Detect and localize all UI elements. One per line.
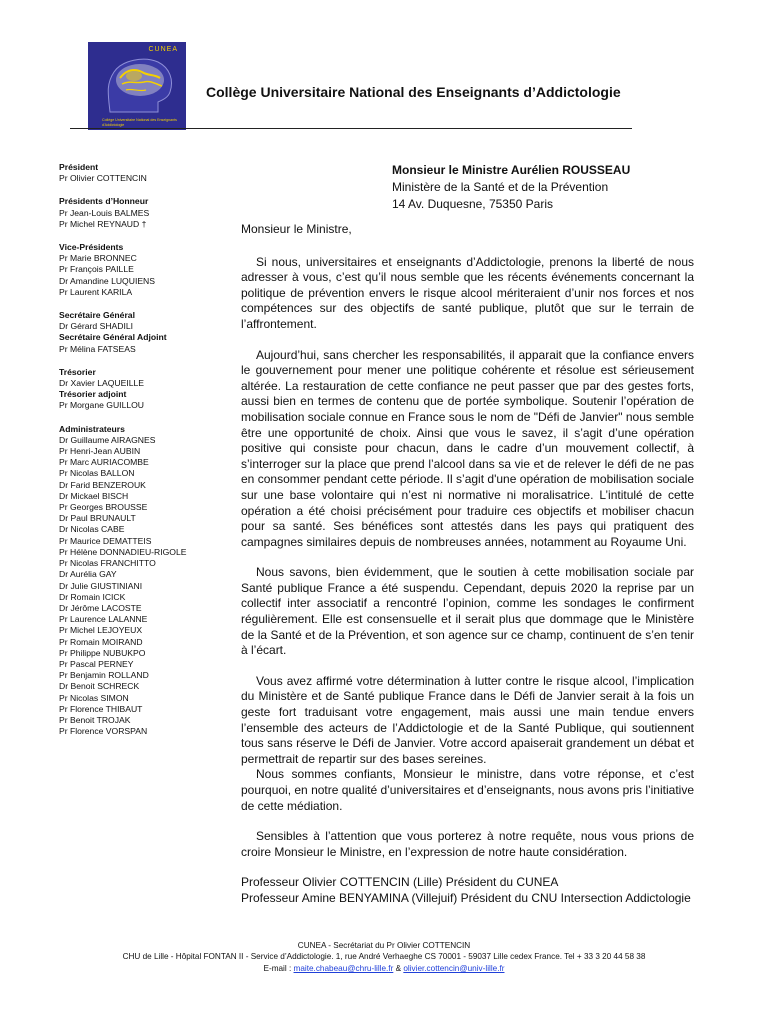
role-title: Président	[59, 162, 99, 172]
footer-secretariat: CUNEA - Secrétariat du Pr Olivier COTTENCIN	[297, 941, 471, 950]
role-title: Secrétaire Général	[59, 310, 135, 321]
recipient-block	[392, 162, 630, 213]
signature-line: Professeur Olivier COTTENCIN (Lille) Président du CUNEA	[241, 875, 559, 890]
footer-emails	[0, 963, 768, 974]
header-divider	[70, 128, 632, 129]
member-name: Pr Pascal PERNEY	[59, 658, 134, 669]
member-name: Dr Romain ICICK	[59, 591, 126, 602]
member-name: Dr Mickael BISCH	[59, 490, 129, 501]
letter-paragraph: Si nous, universitaires et enseignants d’Addictologie, prenons la liberté de nous adresser à vous, c’est qu’il nous semble que les récents événements concernant la politique de prévention envers le risque alcool mériteraient d’unir nos forces et nos compétences sur des objectifs de santé publique, plutôt que sur le terrain de l’affrontement.	[241, 254, 694, 331]
member-group	[59, 242, 229, 298]
member-name: Pr Henri-Jean AUBIN	[59, 446, 141, 457]
member-name: Pr Nicolas SIMON	[59, 692, 129, 703]
member-group	[59, 424, 229, 738]
member-name: Dr Julie GIUSTINIANI	[59, 580, 143, 591]
member-name: Pr Georges BROUSSE	[59, 502, 148, 513]
member-name: Dr Paul BRUNAULT	[59, 513, 136, 524]
recipient-ministry: Ministère de la Santé et de la Prévention	[392, 180, 609, 194]
cunea-logo	[88, 42, 186, 130]
role-title: Trésorier adjoint	[59, 389, 127, 400]
organization-title: Collège Universitaire National des Enseignants d’Addictologie	[206, 84, 621, 100]
recipient-name: Monsieur le Ministre Aurélien ROUSSEAU	[392, 163, 631, 177]
letter-paragraph: Nous sommes confiants, Monsieur le ministre, dans votre réponse, et c’est pourquoi, en notre qualité d’universitaires et d’enseignants, nous avons pris l’initiative de cette médiation.	[241, 767, 694, 813]
signature-line: Professeur Amine BENYAMINA (Villejuif) Président du CNU Intersection Addictologie	[241, 890, 691, 905]
member-name: Dr Farid BENZEROUK	[59, 479, 146, 490]
footer-address: CHU de Lille - Hôpital FONTAN II - Service d’Addictologie. 1, rue André Verhaeghe CS 70001 - 59037 Lille cedex France. Tel + 33 3 20 44 58 38	[122, 952, 646, 962]
footer	[0, 940, 768, 974]
member-group	[59, 367, 229, 412]
member-group	[59, 162, 229, 184]
member-name: Pr Laurent KARILA	[59, 286, 133, 297]
member-name: Pr François PAILLE	[59, 264, 134, 275]
role-title: Vice-Présidents	[59, 242, 124, 253]
member-name: Dr Benoit SCHRECK	[59, 681, 140, 692]
member-name: Pr Jean-Louis BALMES	[59, 207, 150, 218]
member-name: Dr Xavier LAQUEILLE	[59, 378, 145, 389]
salutation: Monsieur le Ministre,	[241, 222, 352, 236]
member-group	[59, 310, 229, 355]
member-name: Pr Hélène DONNADIEU-RIGOLE	[59, 546, 187, 557]
member-name: Pr Benoit TROJAK	[59, 714, 131, 725]
member-name: Pr Nicolas BALLON	[59, 468, 135, 479]
member-name: Pr Laurence LALANNE	[59, 614, 148, 625]
role-title: Présidents d’Honneur	[59, 196, 149, 207]
email-link-secretariat[interactable]: maite.chabeau@chru-lille.fr	[293, 963, 394, 973]
member-name: Dr Nicolas CABE	[59, 524, 125, 535]
member-name: Dr Guillaume AIRAGNES	[59, 434, 156, 445]
member-name: Dr Gérard SHADILI	[59, 321, 134, 332]
logo-name: CUNEA	[148, 46, 178, 53]
member-name: Pr Philippe NUBUKPO	[59, 647, 146, 658]
closing-paragraph: Sensibles à l’attention que vous porterez à notre requête, nous vous prions de croire Monsieur le Ministre, en l’expression de notre haute considération.	[241, 829, 694, 859]
recipient-address: 14 Av. Duquesne, 75350 Paris	[392, 197, 554, 211]
letter-paragraph: Aujourd’hui, sans chercher les responsabilités, il apparait que la confiance envers le gouvernement pour mener une politique cohérente et résolue est sérieusement altérée. La restauration de cette confiance ne peut passer que par des gestes forts, aussi bien en termes de contenu que de portée symbolique. Soutenir l’opération de mobilisation sociale connue en France sous le nom de "Défi de Janvier" nous semble être une opportunité de choix. Ainsi que vous le savez, il s’agit d’une opération positive qui consiste pour chacun, dans le cadre d’un mouvement collectif, à s’interroger sur la place que prend l’alcool dans sa vie et de relever le défi de ne pas en consommer pendant cette période. Il s’agit d'une opération de mobilisation sociale sur une base volontaire qui n’est ni normative ni moralisatrice. L’intitulé de cette opération a été choisi précisément pour traduire ces objectifs et mobiliser chacun pour sa santé. Ses bénéfices sont attestés dans les pays qui pratiquent des campagnes similaires depuis de nombreuses années, notamment au Royaume Uni.	[241, 347, 694, 549]
member-name: Pr Romain MOIRAND	[59, 636, 143, 647]
letter-paragraph: Nous savons, bien évidemment, que le soutien à cette mobilisation sociale par Santé publique France a été suspendu. Cependant, depuis 2020 la reprise par un collectif inter associatif a rencontré l’opinion, comme les sondages le confirment régulièrement. Elle est consensuelle et il serait plus que dommage que le Ministère de la Santé et de la Prévention, et son agence sur ce champ, continuent de s’en tenir à l’écart.	[241, 565, 694, 658]
letter-paragraph: Vous avez affirmé votre détermination à lutter contre le risque alcool, l’implication du Ministère et de Santé publique France dans le Défi de Janvier serait à la fois un geste fort traduisant votre engagement, mais aussi une main tendue envers l’ensemble des acteurs de l’Addictologie et de la Santé Publique, qui soutiennent tous sans réserve le Défi de Janvier. Votre accord apaiserait grandement un débat et permettrait de repartir sur des bases sereines.	[241, 673, 694, 766]
email-label: E-mail :	[263, 963, 292, 973]
member-name: Pr Florence VORSPAN	[59, 726, 148, 737]
member-name: Pr Morgane GUILLOU	[59, 400, 145, 411]
role-title: Secrétaire Général Adjoint	[59, 332, 167, 343]
member-name: Pr Florence THIBAUT	[59, 703, 143, 714]
member-name: Pr Michel REYNAUD †	[59, 218, 147, 229]
member-name: Dr Amandine LUQUIENS	[59, 275, 155, 286]
member-name: Pr Mélina FATSEAS	[59, 343, 136, 354]
member-name: Dr Aurélia GAY	[59, 569, 117, 580]
email-separator: &	[395, 963, 402, 973]
member-group	[59, 196, 229, 230]
letter-body	[241, 222, 694, 907]
member-name: Pr Benjamin ROLLAND	[59, 670, 149, 681]
role-title: Trésorier	[59, 366, 96, 377]
member-name: Pr Marc AURIACOMBE	[59, 457, 149, 468]
board-members-sidebar	[59, 162, 229, 749]
member-name: Pr Maurice DEMATTEIS	[59, 535, 152, 546]
brain-head-icon	[100, 54, 178, 116]
email-link-president[interactable]: olivier.cottencin@univ-lille.fr	[403, 963, 505, 973]
member-name: Pr Marie BRONNEC	[59, 253, 137, 264]
member-name: Dr Jérôme LACOSTE	[59, 602, 142, 613]
member-name: Pr Olivier COTTENCIN	[59, 173, 147, 184]
logo-subtitle: Collège Universitaire National des Enseignants d'Addictologie	[102, 118, 177, 127]
member-name: Pr Michel LEJOYEUX	[59, 625, 143, 636]
role-title: Administrateurs	[59, 423, 125, 434]
member-name: Pr Nicolas FRANCHITTO	[59, 558, 156, 569]
